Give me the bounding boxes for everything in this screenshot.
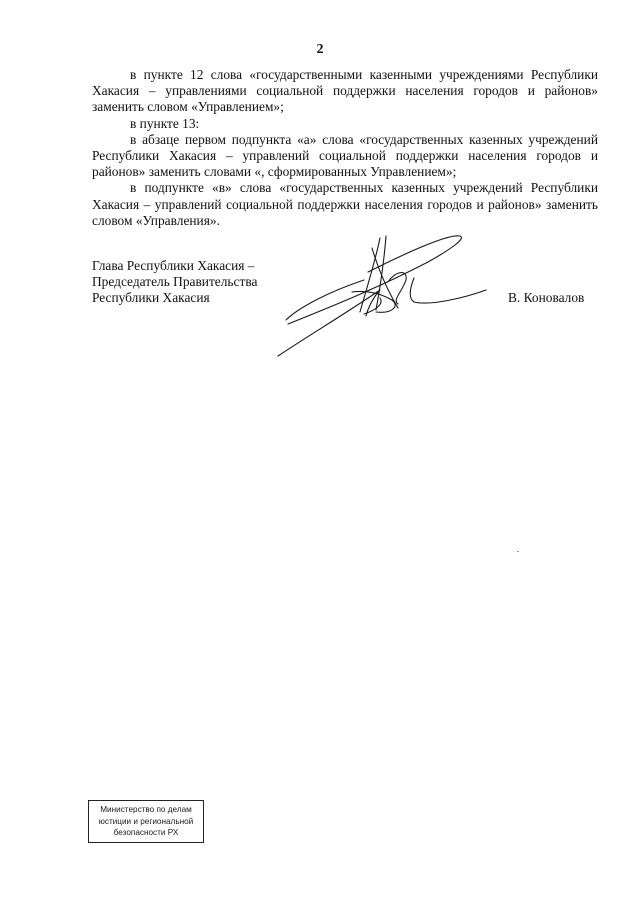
signatory-position-line: Республики Хакасия: [92, 290, 210, 306]
stamp-line: Министерство по делам: [100, 805, 192, 814]
paragraph-clause-13-heading: в пункте 13:: [130, 115, 200, 131]
paragraph-subclause-a: в абзаце первом подпункта «а» слова «государственных казенных учреждений Республики Хакасия – управлений социальной поддержки населения городов и районов» заменить словами «, сформированных Управлением»;: [92, 131, 598, 180]
paragraph-clause-12: в пункте 12 слова «государственными казенными учреждениями Республики Хакасия – управлениями социальной поддержки населения городов и районов» заменить словом «Управлением»;: [92, 67, 598, 115]
stamp-line: юстиции и региональной: [98, 816, 194, 826]
signatory-name: В. Коновалов: [508, 290, 585, 305]
registration-stamp: [88, 800, 204, 843]
document-body: [92, 67, 598, 229]
paragraph-subclause-v: в подпункте «в» слова «государственных казенных учреждений Республики Хакасия – управлений социальной поддержки населения городов и районов» заменить словом «Управления».: [92, 180, 598, 228]
scan-speck: [517, 551, 519, 552]
stamp-line: безопасности РХ: [113, 828, 179, 837]
handwritten-signature: [268, 228, 500, 360]
signatory-position-line: Глава Республики Хакасия –: [92, 258, 255, 273]
signatory-position: [92, 258, 257, 307]
page-number: 2: [316, 42, 324, 57]
signatory-position-line: Председатель Правительства: [92, 274, 258, 290]
